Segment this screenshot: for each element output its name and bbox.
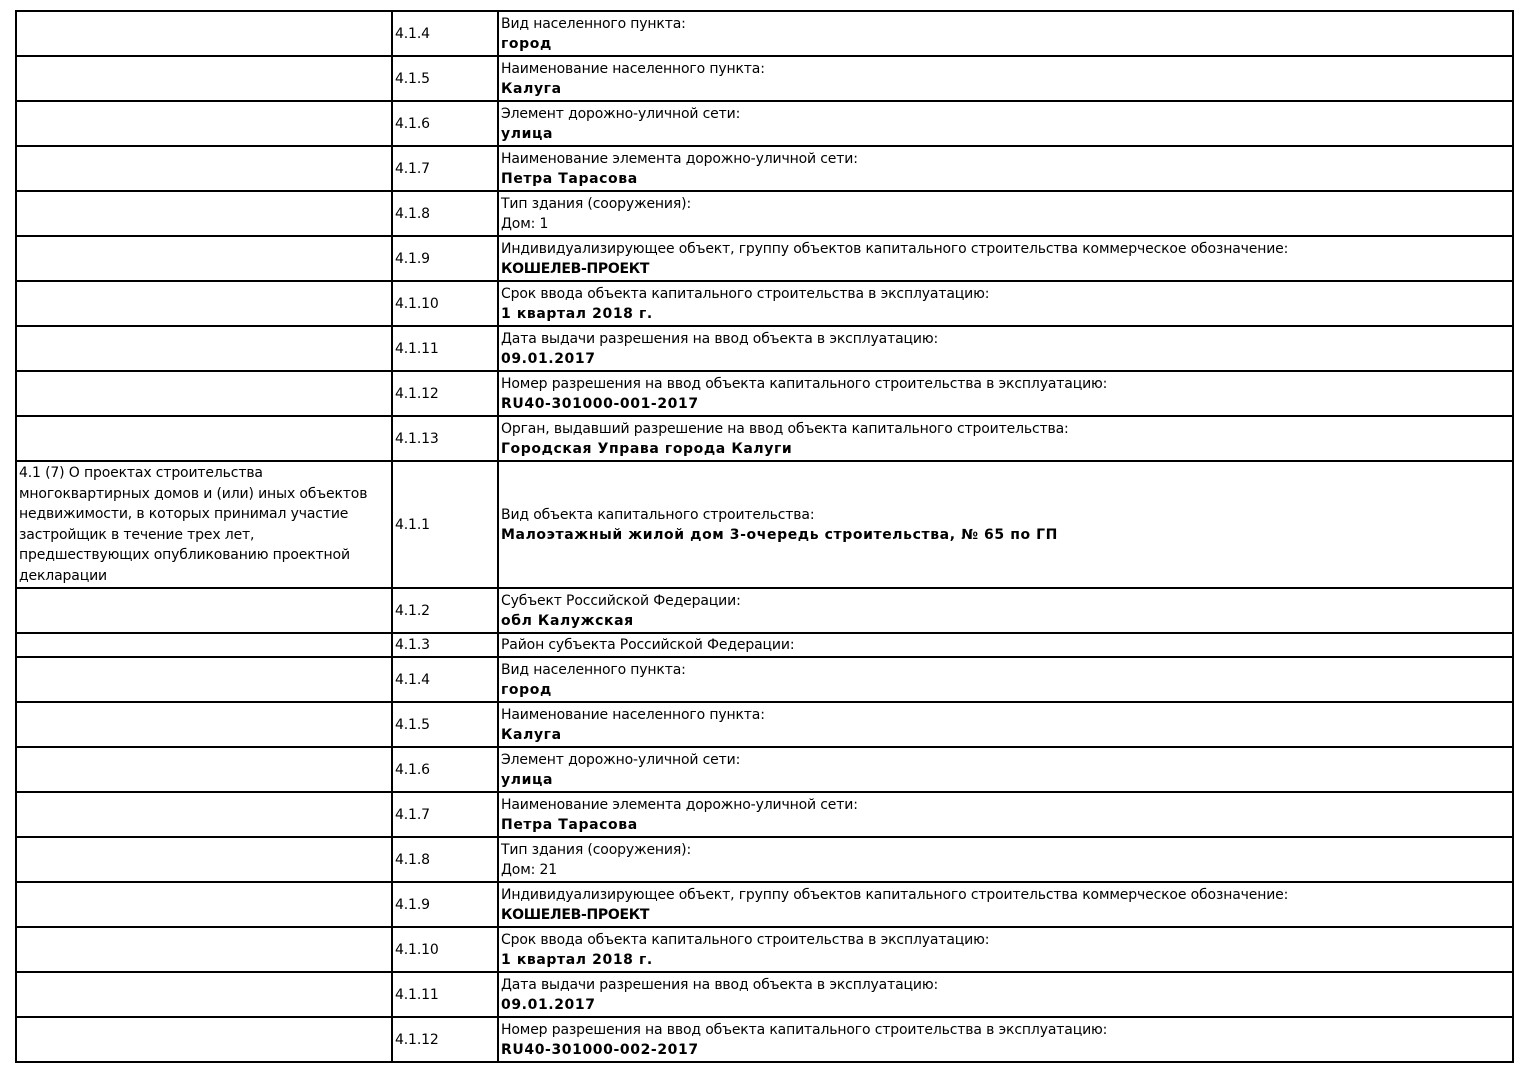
- table-row: [16, 101, 1513, 146]
- section-cell: [16, 371, 392, 416]
- item-code: 4.1.2: [392, 588, 498, 633]
- item-label: Срок ввода объекта капитального строительства в эксплуатацию:: [501, 285, 990, 302]
- item-content: [498, 747, 1513, 792]
- item-code: 4.1.8: [392, 191, 498, 236]
- item-code: 4.1.7: [392, 146, 498, 191]
- section-cell: [16, 146, 392, 191]
- item-label: Тип здания (сооружения):: [501, 195, 692, 212]
- item-content: [498, 416, 1513, 461]
- item-value: Малоэтажный жилой дом 3-очередь строительства, № 65 по ГП: [501, 526, 1058, 543]
- item-label: Индивидуализирующее объект, группу объектов капитального строительства коммерческое обозначение:: [501, 240, 1289, 257]
- item-code: 4.1.11: [392, 326, 498, 371]
- item-code: 4.1.4: [392, 11, 498, 56]
- item-content: [498, 588, 1513, 633]
- item-label: Дата выдачи разрешения на ввод объекта в эксплуатацию:: [501, 976, 939, 993]
- item-content: [498, 11, 1513, 56]
- item-content: [498, 633, 1513, 657]
- item-label: Район субъекта Российской Федерации:: [501, 637, 795, 653]
- item-label: Дата выдачи разрешения на ввод объекта в эксплуатацию:: [501, 330, 939, 347]
- item-content: [498, 927, 1513, 972]
- item-content: [498, 281, 1513, 326]
- table-row: [16, 326, 1513, 371]
- item-value: 09.01.2017: [501, 996, 596, 1013]
- item-content: [498, 1017, 1513, 1062]
- item-code: 4.1.6: [392, 747, 498, 792]
- item-label: Вид объекта капитального строительства:: [501, 506, 815, 523]
- section-cell: [16, 1017, 392, 1062]
- item-code: 4.1.7: [392, 792, 498, 837]
- section-cell: [16, 101, 392, 146]
- item-content: [498, 191, 1513, 236]
- item-code: 4.1.9: [392, 236, 498, 281]
- item-value: улица: [501, 771, 554, 788]
- item-code: 4.1.13: [392, 416, 498, 461]
- item-content: [498, 657, 1513, 702]
- item-label: Элемент дорожно-уличной сети:: [501, 751, 741, 768]
- item-content: [498, 371, 1513, 416]
- section-cell: [16, 657, 392, 702]
- item-code: 4.1.5: [392, 702, 498, 747]
- item-content: [498, 461, 1513, 588]
- declaration-table: [15, 10, 1514, 1063]
- item-value: RU40-301000-002-2017: [501, 1041, 699, 1058]
- item-content: [498, 236, 1513, 281]
- item-value: КОШЕЛЕВ-ПРОЕКТ: [501, 260, 650, 277]
- table-row: [16, 837, 1513, 882]
- item-value: Петра Тарасова: [501, 170, 638, 187]
- table-row: [16, 882, 1513, 927]
- item-content: [498, 792, 1513, 837]
- section-cell: [16, 236, 392, 281]
- table-row: [16, 416, 1513, 461]
- section-cell: [16, 972, 392, 1017]
- section-cell: [16, 702, 392, 747]
- section-cell: [16, 837, 392, 882]
- item-value: RU40-301000-001-2017: [501, 395, 699, 412]
- table-row: [16, 1017, 1513, 1062]
- item-code: 4.1.4: [392, 657, 498, 702]
- table-row: [16, 371, 1513, 416]
- item-label: Индивидуализирующее объект, группу объектов капитального строительства коммерческое обозначение:: [501, 886, 1289, 903]
- item-label: Тип здания (сооружения):: [501, 841, 692, 858]
- table-row: [16, 792, 1513, 837]
- item-content: [498, 326, 1513, 371]
- item-code: 4.1.6: [392, 101, 498, 146]
- item-code: 4.1.12: [392, 371, 498, 416]
- item-value: обл Калужская: [501, 612, 634, 629]
- item-value: КОШЕЛЕВ-ПРОЕКТ: [501, 906, 650, 923]
- table-row: [16, 747, 1513, 792]
- item-code: 4.1.10: [392, 927, 498, 972]
- table-row: [16, 633, 1513, 657]
- item-value: Калуга: [501, 726, 562, 743]
- item-label: Срок ввода объекта капитального строительства в эксплуатацию:: [501, 931, 990, 948]
- section-cell: [16, 633, 392, 657]
- section-cell: [16, 191, 392, 236]
- item-code: 4.1.11: [392, 972, 498, 1017]
- table-row: [16, 281, 1513, 326]
- section-cell: [16, 792, 392, 837]
- item-value: Городская Управа города Калуги: [501, 440, 793, 457]
- item-label: Вид населенного пункта:: [501, 661, 686, 678]
- table-row: [16, 588, 1513, 633]
- item-label: Наименование элемента дорожно-уличной сети:: [501, 150, 858, 167]
- item-value: Калуга: [501, 80, 562, 97]
- table-row: [16, 657, 1513, 702]
- declaration-table-body: [16, 11, 1513, 1062]
- item-code: 4.1.10: [392, 281, 498, 326]
- section-cell: [16, 326, 392, 371]
- table-row: [16, 191, 1513, 236]
- item-value: Дом: 21: [501, 861, 557, 878]
- table-row: [16, 146, 1513, 191]
- item-label: Орган, выдавший разрешение на ввод объекта капитального строительства:: [501, 420, 1069, 437]
- item-code: 4.1.8: [392, 837, 498, 882]
- table-row: [16, 11, 1513, 56]
- table-row: [16, 927, 1513, 972]
- section-cell: [16, 416, 392, 461]
- item-content: [498, 702, 1513, 747]
- item-value: город: [501, 35, 552, 52]
- item-content: [498, 972, 1513, 1017]
- section-cell: [16, 11, 392, 56]
- section-cell: [16, 882, 392, 927]
- table-row: [16, 702, 1513, 747]
- item-value: Дом: 1: [501, 215, 549, 232]
- item-label: Элемент дорожно-уличной сети:: [501, 105, 741, 122]
- item-code: 4.1.12: [392, 1017, 498, 1062]
- item-value: 09.01.2017: [501, 350, 596, 367]
- item-label: Вид населенного пункта:: [501, 15, 686, 32]
- table-row: [16, 972, 1513, 1017]
- item-content: [498, 101, 1513, 146]
- item-value: 1 квартал 2018 г.: [501, 305, 653, 322]
- item-value: 1 квартал 2018 г.: [501, 951, 653, 968]
- item-content: [498, 837, 1513, 882]
- item-value: улица: [501, 125, 554, 142]
- table-row: [16, 56, 1513, 101]
- item-code: 4.1.3: [392, 633, 498, 657]
- section-cell: [16, 56, 392, 101]
- item-content: [498, 146, 1513, 191]
- item-label: Наименование населенного пункта:: [501, 706, 765, 723]
- item-label: Номер разрешения на ввод объекта капитального строительства в эксплуатацию:: [501, 1021, 1108, 1038]
- section-cell: 4.1 (7) О проектах строительства многоквартирных домов и (или) иных объектов недвижимости, в которых принимал участие застройщик в течение трех лет, предшествующих опубликованию проектной декларации: [16, 461, 392, 588]
- item-code: 4.1.5: [392, 56, 498, 101]
- item-label: Номер разрешения на ввод объекта капитального строительства в эксплуатацию:: [501, 375, 1108, 392]
- item-label: Наименование населенного пункта:: [501, 60, 765, 77]
- table-row: [16, 236, 1513, 281]
- item-code: 4.1.1: [392, 461, 498, 588]
- section-cell: [16, 747, 392, 792]
- item-label: Наименование элемента дорожно-уличной сети:: [501, 796, 858, 813]
- item-value: Петра Тарасова: [501, 816, 638, 833]
- section-cell: [16, 281, 392, 326]
- item-content: [498, 56, 1513, 101]
- item-value: город: [501, 681, 552, 698]
- section-cell: [16, 927, 392, 972]
- item-content: [498, 882, 1513, 927]
- table-row: [16, 461, 1513, 588]
- item-label: Субъект Российской Федерации:: [501, 592, 741, 609]
- item-code: 4.1.9: [392, 882, 498, 927]
- section-cell: [16, 588, 392, 633]
